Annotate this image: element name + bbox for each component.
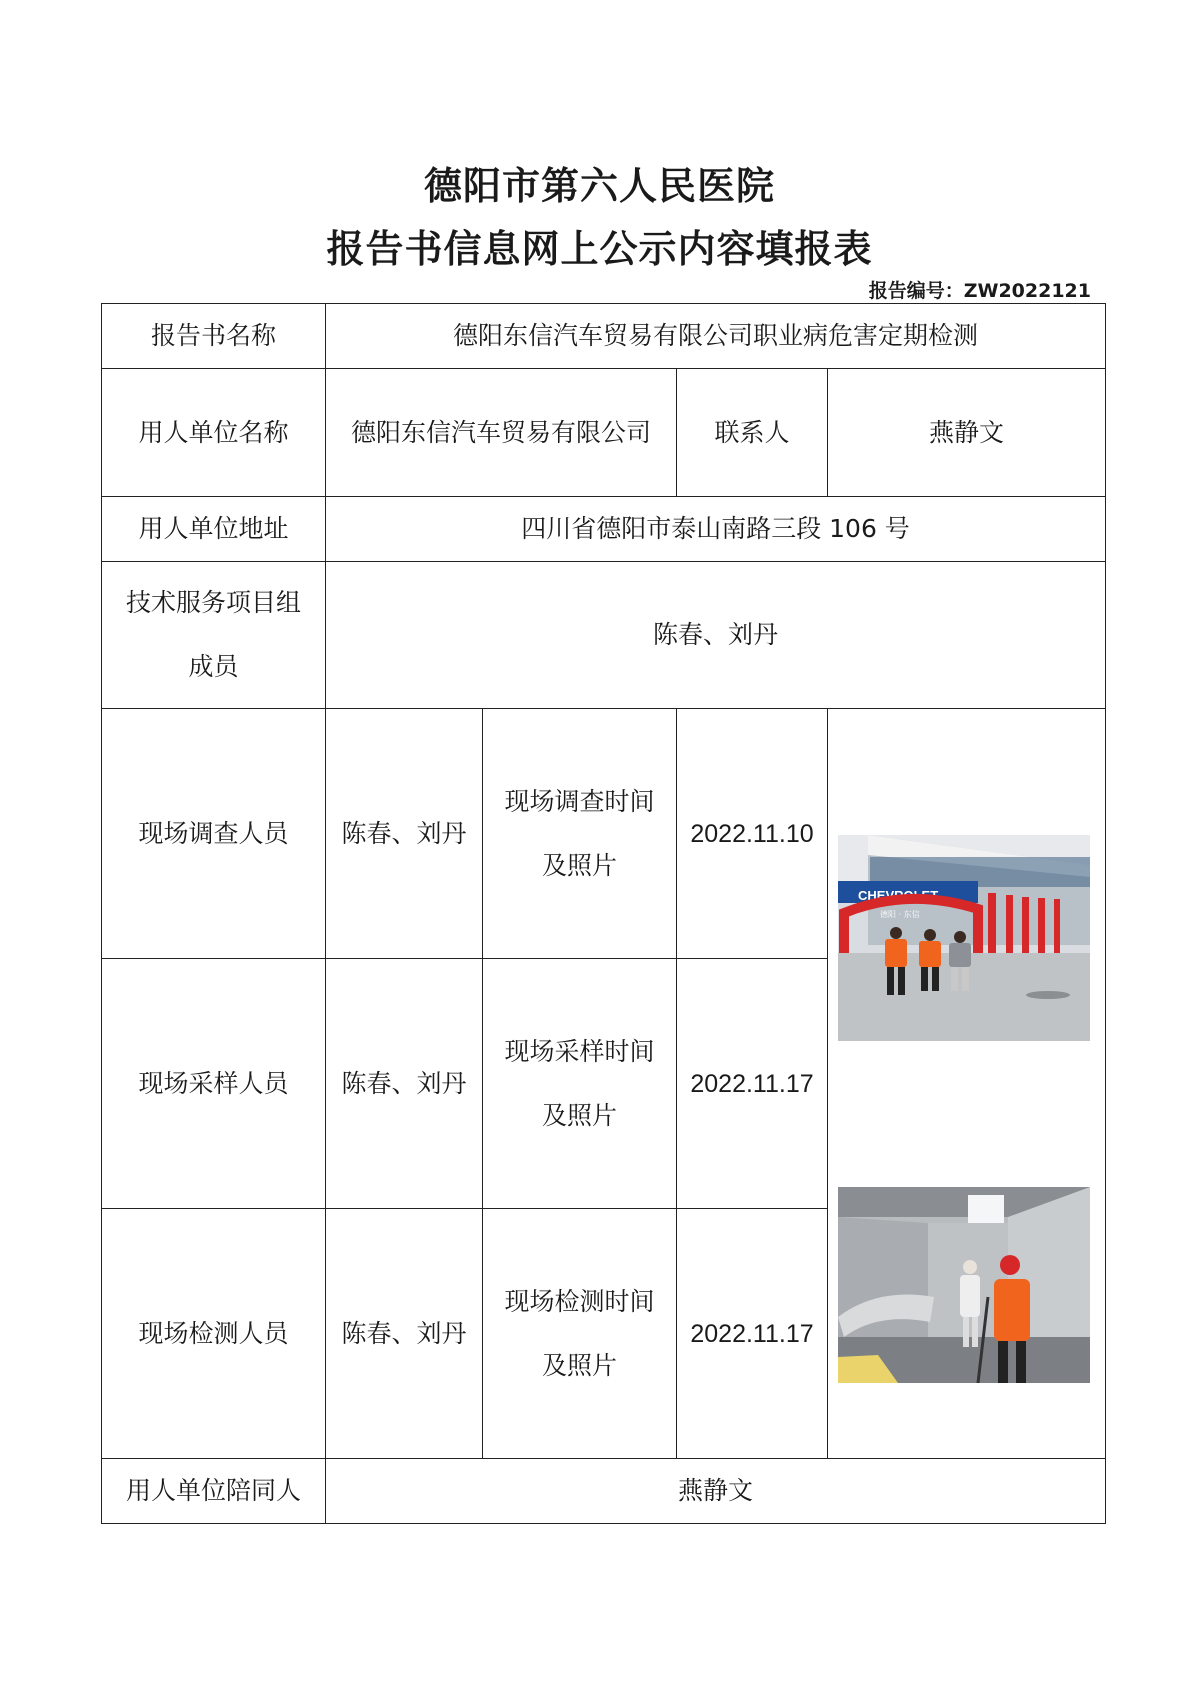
survey-people: 陈春、刘丹	[326, 709, 483, 959]
storefront-image	[838, 835, 1090, 1041]
report-name-value: 德阳东信汽车贸易有限公司职业病危害定期检测	[326, 304, 1106, 369]
row-accompany	[102, 1459, 1106, 1524]
survey-time-label: 现场调查时间及照片	[483, 709, 677, 959]
row-employer	[102, 369, 1106, 497]
report-name-label: 报告书名称	[102, 304, 326, 369]
report-number-label: 报告编号：	[868, 280, 964, 302]
photo-cell	[828, 709, 1106, 1459]
info-form-table	[101, 303, 1106, 1524]
testing-role: 现场检测人员	[102, 1209, 326, 1459]
contact-label: 联系人	[677, 369, 828, 497]
dealer-sign-text: CHEVROLET	[858, 888, 939, 903]
spray-booth-image	[838, 1187, 1090, 1383]
sampling-time-label: 现场采样时间及照片	[483, 959, 677, 1209]
site-testing-photo	[838, 1187, 1090, 1383]
sampling-role: 现场采样人员	[102, 959, 326, 1209]
address-label: 用人单位地址	[102, 497, 326, 562]
team-value: 陈春、刘丹	[326, 562, 1106, 709]
site-survey-photo	[838, 835, 1090, 1041]
report-number-value: ZW2022121	[963, 280, 1091, 302]
testing-time-label: 现场检测时间及照片	[483, 1209, 677, 1459]
testing-date: 2022.11.17	[677, 1209, 828, 1459]
row-address	[102, 497, 1106, 562]
survey-role: 现场调查人员	[102, 709, 326, 959]
employer-value: 德阳东信汽车贸易有限公司	[326, 369, 677, 497]
report-number	[869, 276, 1091, 303]
testing-people: 陈春、刘丹	[326, 1209, 483, 1459]
row-team	[102, 562, 1106, 709]
sampling-people: 陈春、刘丹	[326, 959, 483, 1209]
dealer-subsign-text: 德阳 · 东信	[880, 910, 920, 919]
contact-value: 燕静文	[828, 369, 1106, 497]
row-report-name	[102, 304, 1106, 369]
sampling-date: 2022.11.17	[677, 959, 828, 1209]
title-line2: 报告书信息网上公示内容填报表	[326, 227, 873, 271]
accompany-label: 用人单位陪同人	[102, 1459, 326, 1524]
employer-label: 用人单位名称	[102, 369, 326, 497]
title-line1: 德阳市第六人民医院	[423, 164, 775, 208]
team-label: 技术服务项目组成员	[102, 562, 326, 709]
row-survey	[102, 709, 1106, 959]
survey-date: 2022.11.10	[677, 709, 828, 959]
accompany-value: 燕静文	[326, 1459, 1106, 1524]
address-value: 四川省德阳市泰山南路三段 106 号	[326, 497, 1106, 562]
